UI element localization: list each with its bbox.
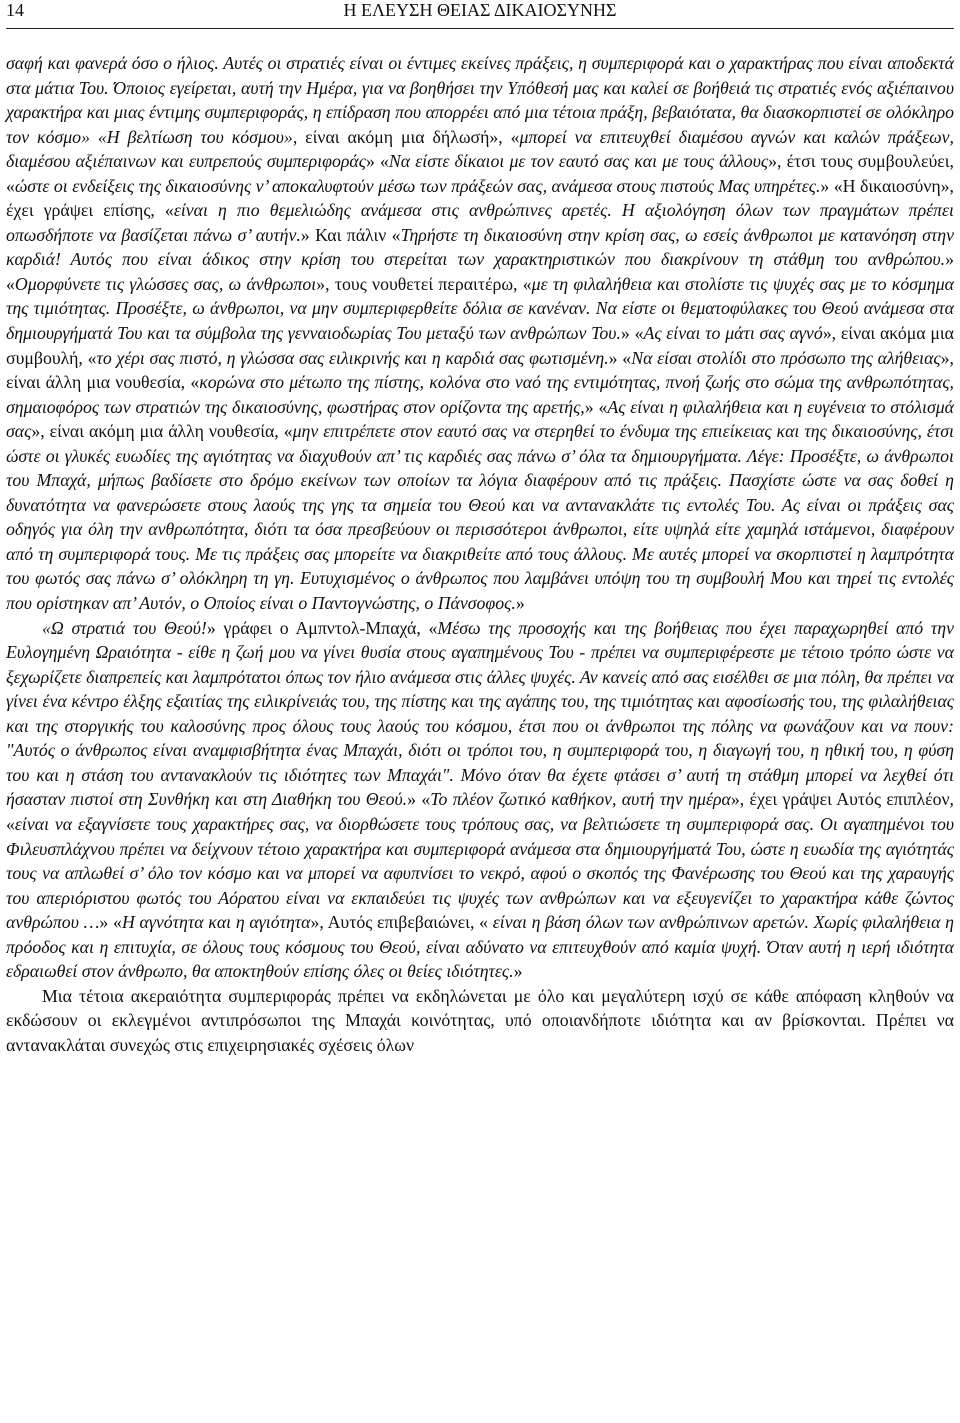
narrative-text: », είναι ακόμα μια συμβουλή, «	[6, 323, 954, 368]
narrative-text: », Αυτός επιβεβαιώνει, «	[310, 912, 489, 933]
quoted-text: Ας είναι το μάτι σας αγνό	[643, 323, 823, 344]
quoted-text: Ας είναι η φιλαλήθεια και η ευγένεια το στόλισμά σας	[6, 396, 954, 442]
narrative-text: » «	[608, 347, 632, 368]
narrative-text: » γράφει ο Αμπντολ-Μπαχά, «	[206, 617, 438, 638]
narrative-text: Μια τέτοια ακεραιότητα συμπεριφοράς πρέπει να εκδηλώνεται με όλο και μεγαλύτερη ισχύ σε κάθε απόφαση κληθούν να εκδώσουν οι εκλεγμένοι αντιπρόσωποι της Μπαχάι κοινότητας, υπό οποιανδήποτε ιδιότητα και αν βρίσκονται. Πρέπει να αντανακλάται συνεχώς στις επιχειρησιακές σχέσεις όλων	[6, 985, 954, 1055]
narrative-text: » «	[6, 249, 954, 294]
quoted-text: Η αγνότητα και η αγιότητα	[121, 912, 311, 933]
narrative-text: » «Η δικαιοσύνη», έχει γράψει επίσης, «	[6, 175, 954, 221]
narrative-text: » «	[99, 912, 122, 933]
quoted-text: με τη φιλαλήθεια και στολίστε τις ψυχές σας με το κόσμημα της τιμιότητας. Προσέξτε, ω άνθρωποι, να μην συμπεριφερθείτε δόλια σε κανέναν. Να είστε οι θεματοφύλακες του Θεού ανάμεσα στα δημιουργήματά Του και τα σύμβολα της γενναιοδωρίας Του μεταξύ των ανθρώπων Του.	[6, 273, 954, 344]
quoted-text: μπορεί να επιτευχθεί διαμέσου αγνών και καλών πράξεων, διαμέσου αξιέπαινων και ευπρεπούς συμπεριφοράς	[6, 126, 955, 172]
narrative-text: » «	[365, 151, 389, 172]
narrative-text: »	[513, 961, 523, 982]
quoted-text: Να είστε δίκαιοι με τον εαυτό σας και με τους άλλους	[388, 151, 769, 172]
narrative-text: » «	[584, 396, 608, 417]
page-header	[6, 0, 954, 29]
quoted-text: είναι η βάση όλων των ανθρώπινων αρετών. Χωρίς φιλαλήθεια η πρόοδος και η επιτυχία, σε όλους τους κόσμους του Θεού, είναι αδύνατο να επιτευχθούν από καμία ψυχή. Όταν αυτή η ιερή ιδιότητα εδραιωθεί στον άνθρωπο, θα αποκτηθούν επίσης όλες οι θείες ιδιότητες.	[6, 912, 954, 982]
quoted-text: ώστε οι ενδείξεις της δικαιοσύνης ν’ αποκαλυφτούν μέσω των πράξεών σας, ανάμεσα στους πιστούς Μας υπηρέτες.	[14, 175, 821, 196]
quoted-text: «Ω στρατιά του Θεού!	[42, 617, 207, 638]
narrative-text: » «	[407, 789, 431, 810]
running-title: Η ΕΛΕΥΣΗ ΘΕΙΑΣ ΔΙΚΑΙΟΣΥΝΗΣ	[343, 0, 617, 20]
narrative-text: », είναι ακόμη μια άλλη νουθεσία, «	[31, 421, 293, 442]
quoted-text: σαφή και φανερά όσο ο ήλιος. Αυτές οι στρατιές είναι οι έντιμες εκείνες πράξεις, η συμπεριφορά και ο χαρακτήρας που είναι αποδεκτά στα μάτια Του. Όποιος εγείρεται, αυτή την Ημέρα, για να βοηθήσει την Υπόθεσή μας και καλεί σε βοήθειά τις στρατιές ενός αξιέπαινου χαρακτήρα και μιας έντιμης συμπεριφοράς, η επίδραση που απορρέει από μια τέτοια πράξη, βεβαιότατα, θα διασκορπιστεί σε ολόκληρο τον κόσμο» «Η βελτίωση του κόσμου»	[6, 53, 954, 147]
narrative-text: », είναι άλλη μια νουθεσία, «	[6, 347, 954, 393]
quoted-text: μην επιτρέπετε στον εαυτό σας να στερηθεί το ένδυμα της επιείκειας και της δικαιοσύνης, έτσι ώστε οι γλυκές ευωδίες της αγιότητας να διαχυθούν απ’ τις καρδιές σας πάνω σ’ όλα τα δημιουργήματα. Λέγε: Προσέξτε, ω άνθρωποι του Μπαχά, μήπως βαδίσετε στο δρόμο εκείνων των οποίων τα λόγια διαφέρουν από τις πράξεις. Πασχίστε ώστε να σας δοθεί η δυνατότητα να φανερώσετε στους λαούς της γης τα σημεία του Θεού και να αντανακλάτε τις εντολές Του. Ας είναι οι πράξεις σας οδηγός για όλη την ανθρωπότητα, διότι τα όσα πρεσβεύουν οι περισσότεροι άνθρωποι, είτε υψηλά είτε χαμηλά ιστάμενοι, διαφέρουν από τη συμπεριφορά τους. Με τις πράξεις σας μπορείτε να διακριθείτε από τους άλλους. Με αυτές μπορεί να σκορπιστεί η λαμπρότητα του φωτός σας πάνω σ’ ολόκληρη τη γη. Ευτυχισμένος ο άνθρωπος που λαμβάνει υπόψη του τη συμβουλή Μου και τηρεί τις εντολές που ορίστηκαν απ’ Αυτόν, ο Οποίος είναι ο Παντογνώστης, ο Πάνσοφος.	[6, 421, 954, 614]
body-text	[6, 51, 954, 1057]
quoted-text: Το πλέον ζωτικό καθήκον, αυτή την ημέρα	[430, 789, 731, 810]
quoted-text: το χέρι σας πιστό, η γλώσσα σας ειλικρινής και η καρδιά σας φωτισμένη.	[96, 347, 609, 368]
quoted-text: Τηρήστε τη δικαιοσύνη στην κρίση σας, ω εσείς άνθρωποι με κατανόηση στην καρδιά! Αυτός που είναι άδικος στην κρίση του στερείται των χαρακτηριστικών που διακρίνουν τη στάθμη του ανθρώπου.	[6, 224, 954, 270]
document-page	[6, 0, 954, 1057]
narrative-text: »	[515, 593, 525, 614]
paragraph	[6, 51, 954, 616]
quoted-text: Να είσαι στολίδι στο πρόσωπο της αλήθειας	[631, 347, 941, 368]
paragraph	[6, 616, 954, 984]
page-number: 14	[6, 0, 24, 20]
narrative-text: », έχει γράψει Αυτός επιπλέον, «	[6, 789, 954, 834]
narrative-text: , είναι ακόμη μια δήλωσή», «	[292, 126, 520, 147]
paragraph	[6, 984, 954, 1058]
narrative-text: », τους νουθετεί περαιτέρω, «	[316, 273, 532, 294]
quoted-text: Μέσω της προσοχής και της βοήθειας που έχει παραχωρηθεί από την Ευλογημένη Ωραιότητα - είθε η ζωή μου να γίνει θυσία στους αγαπημένους Του - πρέπει να συμπεριφέρεστε με τέτοιο τρόπο ώστε να ξεχωρίζετε διαπρεπείς και λαμπρότατοι όπως τον ήλιο ανάμεσα στις άλλες ψυχές. Αν κανείς από σας εισέλθει σε μια πόλη, θα πρέπει να γίνει ένα κέντρο έλξης εξαιτίας της ειλικρίνειάς του, της πίστης και της αγάπης του, της τιμιότητας και αφοσίωσής του, της φιλαλήθειας και της στοργικής του καλοσύνης προς όλους τους λαούς του κόσμου, έτσι που οι άνθρωποι της πόλης να φωνάζουν και να πουν: "Αυτός ο άνθρωπος είναι αναμφισβήτητα ένας Μπαχάι, διότι οι τρόποι του, η συμπεριφορά του, η διαγωγή του, η ηθική του, η φύση του και η στάση του αντανακλούν τις ιδιότητες των Μπαχάι". Μόνο όταν θα έχετε φτάσει σ’ αυτή τη στάθμη μπορεί να λεχθεί ότι ήσασταν πιστοί στη Συνθήκη και στη Διαθήκη του Θεού.	[6, 617, 954, 810]
narrative-text: » Και πάλιν «	[300, 224, 401, 245]
quoted-text: Ομορφύνετε τις γλώσσες σας, ω άνθρωποι	[14, 273, 317, 294]
narrative-text: » «	[620, 323, 644, 344]
quoted-text: είναι να εξαγνίσετε τους χαρακτήρες σας, να διορθώσετε τους τρόπους σας, να βελτιώσετε τη συμπεριφορά σας. Οι αγαπημένοι του Φιλευσπλάχνου πρέπει να δείχνουν τέτοιο χαρακτήρα και συμπεριφορά ανάμεσα στα δημιουργήματά Του, ώστε η ευωδία της αγιότητάς τους να απλωθεί σ’ όλο τον κόσμο και να μπορεί να αφυπνίσει το νεκρό, αφού ο σκοπός της Φανέρωσης του Θεού και της χαραυγής του απεριόριστου φωτός του Αόρατου είναι να εκπαιδεύει τις ψυχές των ανθρώπων και να εξευγενίζει το χαρακτήρα κάθε ζώντος ανθρώπου …	[6, 813, 954, 933]
quoted-text: κορώνα στο μέτωπο της πίστης, κολόνα στο ναό της εντιμότητας, πνοή ζωής στο σώμα της ανθρωπότητας, σημαιοφόρος των στρατιών της δικαιοσύνης, φωστήρας στον ορίζοντα της αρετής,	[6, 372, 955, 417]
narrative-text: », έτσι τους συμβουλεύει, «	[6, 151, 954, 196]
quoted-text: είναι η πιο θεμελιώδης ανάμεσα στις ανθρώπινες αρετές. Η αξιολόγηση όλων των πραγμάτων πρέπει οπωσδήποτε να βασίζεται πάνω σ’ αυτήν.	[6, 200, 954, 245]
